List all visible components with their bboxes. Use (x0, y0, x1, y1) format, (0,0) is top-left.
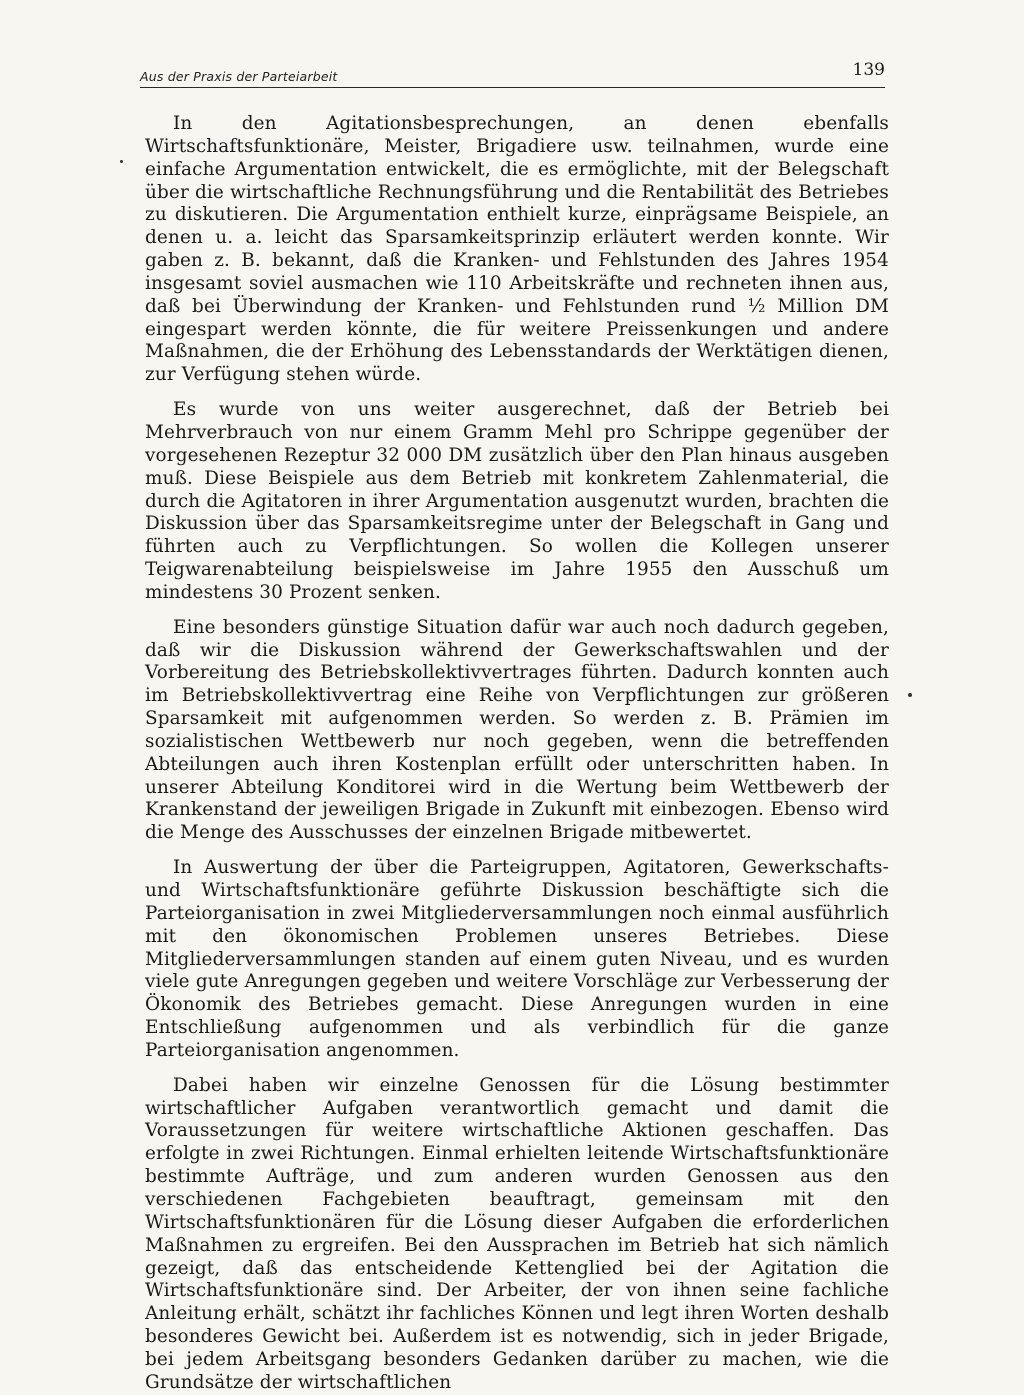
body-text (145, 113, 889, 1395)
ink-speck (908, 693, 912, 697)
paragraph-5: Dabei haben wir einzelne Genossen für die Lösung bestimmter wirtschaftlicher Aufgaben verantwortlich gemacht und damit die Voraussetzungen für weitere wirtschaftliche Aktionen geschaffen. Das erfolgte in zwei Richtungen. Einmal erhielten leitende Wirtschaftsfunktionäre bestimmte Aufträge, und zum anderen wurden Genossen aus den verschiedenen Fachgebieten beauftragt, gemeinsam mit den Wirtschaftsfunktionären für die Lösung dieser Aufgaben die erforderlichen Maßnahmen zu ergreifen. Bei den Aussprachen im Betrieb hat sich nämlich gezeigt, daß das entscheidende Kettenglied bei der Agitation die Wirtschaftsfunktionäre sind. Der Arbeiter, der von ihnen seine fachliche Anleitung erhält, schätzt ihr fachliches Können und legt ihren Worten deshalb besonderes Gewicht bei. Außerdem ist es notwendig, sich in jeder Brigade, bei jedem Arbeitsgang besonders Gedanken darüber zu machen, wie die Grundsätze der wirtschaftlichen (145, 1074, 889, 1393)
paragraph-4: In Auswertung der über die Parteigruppen, Agitatoren, Gewerkschafts- und Wirtschaftsfunktionäre geführte Diskussion beschäftigte sich die Parteiorganisation in zwei Mitgliederversammlungen noch einmal ausführlich mit den ökonomischen Problemen unseres Betriebes. Diese Mitgliederversammlungen standen auf einem guten Niveau, und es wurden viele gute Anregungen gegeben und weitere Vorschläge zur Verbesserung der Ökonomik des Betriebes gemacht. Diese Anregungen wurden in eine Entschließung aufgenommen und als verbindlich für die ganze Parteiorganisation angenommen. (145, 857, 889, 1061)
running-head: Aus der Praxis der Parteiarbeit (140, 69, 338, 84)
paragraph-1: In den Agitationsbesprechungen, an denen ebenfalls Wirtschaftsfunktionäre, Meister, Brigadiere usw. teilnahmen, wurde eine einfache Argumentation entwickelt, die es ermöglichte, mit der Belegschaft über die wirtschaftliche Rechnungsführung und die Rentabilität des Betriebes zu diskutieren. Die Argumentation enthielt kurze, einprägsame Beispiele, an denen u. a. leicht das Sparsamkeitsprinzip erläutert werden konnte. Wir gaben z. B. bekannt, daß die Kranken- und Fehlstunden des Jahres 1954 insgesamt soviel ausmachen wie 110 Arbeitskräfte und rechneten ihnen aus, daß bei Überwindung der Kranken- und Fehlstunden rund ½ Million DM eingespart werden könnte, die für weitere Preissenkungen und andere Maßnahmen, die der Erhöhung des Lebensstandards der Werktätigen dienen, zur Verfügung stehen würde. (145, 113, 889, 386)
header-rule (140, 87, 885, 88)
paragraph-3: Eine besonders günstige Situation dafür war auch noch dadurch gegeben, daß wir die Diskussion während der Gewerkschaftswahlen und der Vorbereitung des Betriebskollektivvertrages führten. Dadurch konnten auch im Betriebskollektivvertrag eine Reihe von Verpflichtungen zur größeren Sparsamkeit mit aufgenommen werden. So werden z. B. Prämien im sozialistischen Wettbewerb nur noch gegeben, wenn die betreffenden Abteilungen auch ihren Kostenplan erfüllt oder unterschritten haben. In unserer Abteilung Konditorei wird in die Wertung beim Wettbewerb der Krankenstand der jeweiligen Brigade in Zukunft mit einbezogen. Ebenso wird die Menge des Ausschusses der einzelnen Brigade mitbewertet. (145, 616, 889, 844)
page-number: 139 (852, 60, 885, 80)
page-header (140, 60, 885, 88)
ink-speck (120, 160, 123, 163)
paragraph-2: Es wurde von uns weiter ausgerechnet, daß der Betrieb bei Mehrverbrauch von nur einem Gramm Mehl pro Schrippe gegenüber der vorgesehenen Rezeptur 32 000 DM zusätzlich über den Plan hinaus ausgeben muß. Diese Beispiele aus dem Betrieb mit konkretem Zahlenmaterial, die durch die Agitatoren in ihrer Argumentation ausgenutzt wurden, brachten die Diskussion über das Sparsamkeitsregime unter der Belegschaft in Gang und führten auch zu Verpflichtungen. So wollen die Kollegen unserer Teigwarenabteilung beispielsweise im Jahre 1955 den Ausschuß um mindestens 30 Prozent senken. (145, 399, 889, 603)
